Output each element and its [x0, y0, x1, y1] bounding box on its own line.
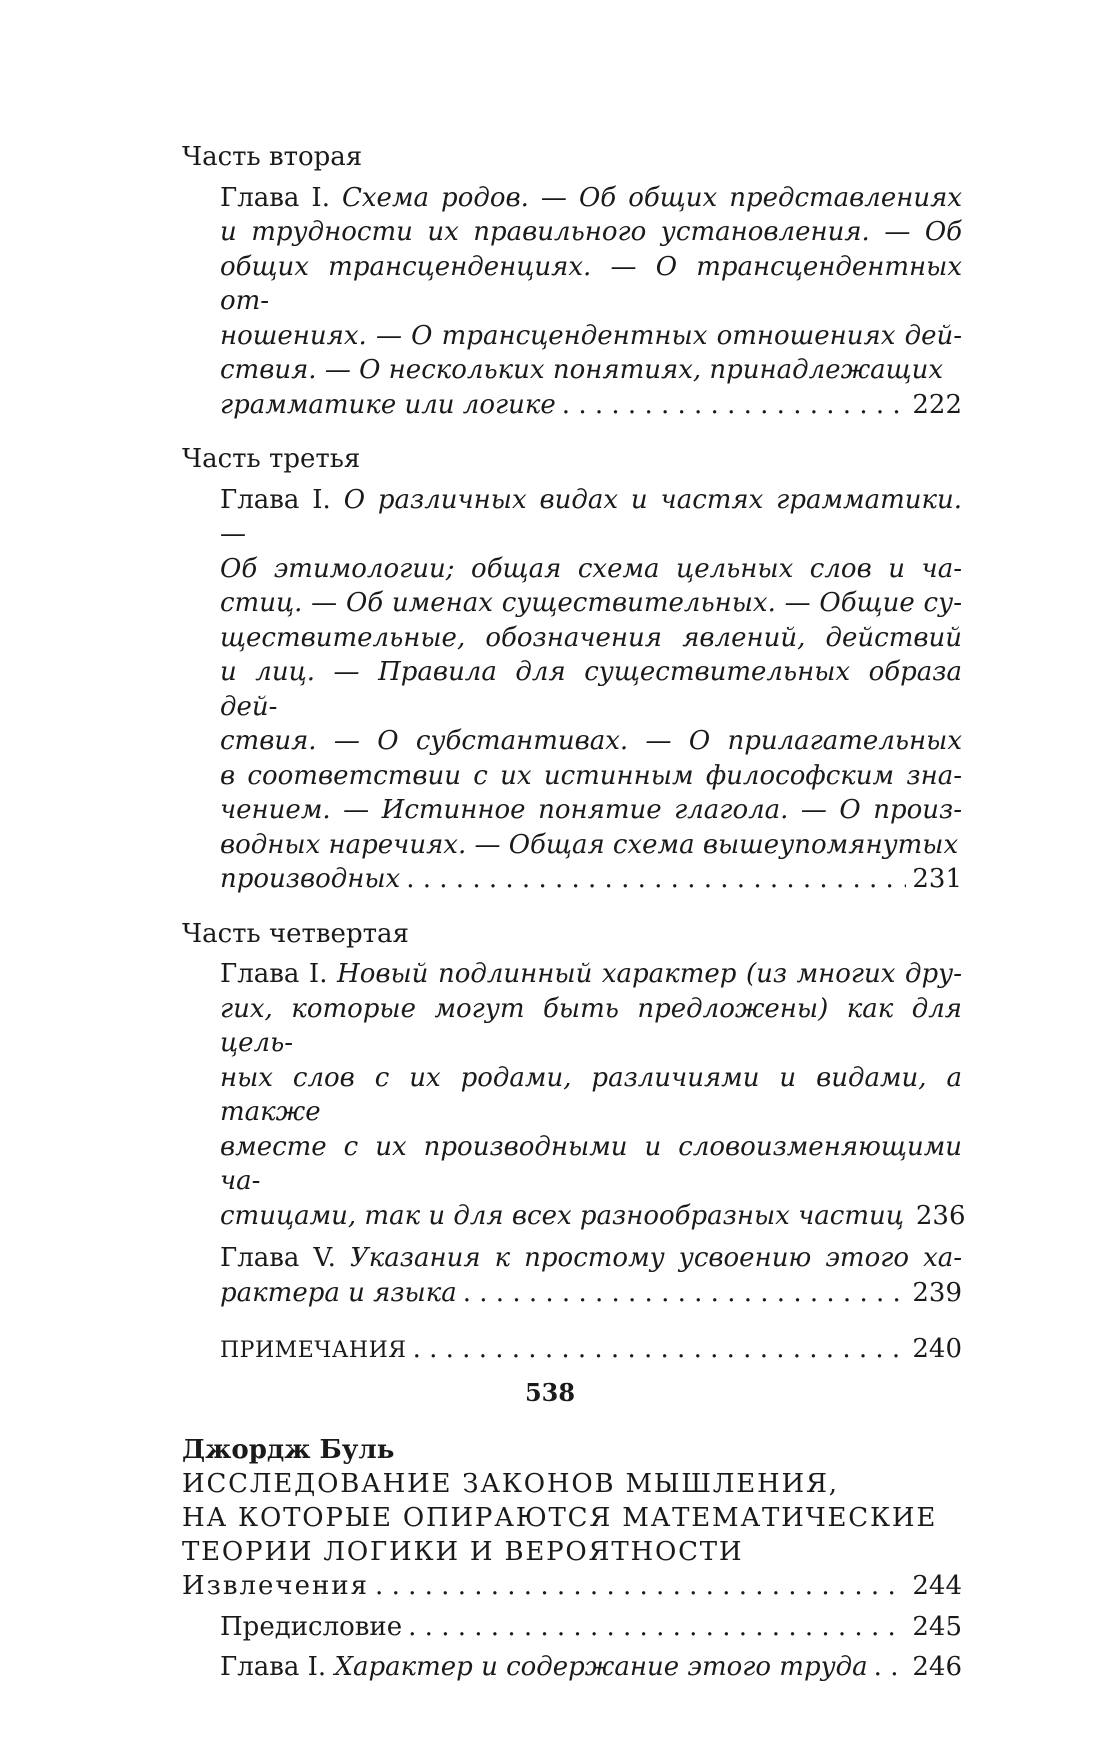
page-ref: 240	[912, 1334, 962, 1364]
toc-line-last	[220, 1199, 966, 1234]
book-title-line: ИССЛЕДОВАНИЕ ЗАКОНОВ МЫШЛЕНИЯ,	[182, 1469, 839, 1499]
toc-line: гих, которые могут быть предложены) как для цель-	[220, 993, 962, 1058]
chapter-label: Глава I.	[220, 182, 330, 213]
chapter-text: Указания к простому усвоению этого ха-	[349, 1243, 963, 1273]
page-ref: 231	[912, 864, 962, 894]
toc-entry	[182, 483, 962, 897]
toc-line-last	[220, 862, 962, 897]
part-section	[182, 442, 962, 897]
toc-line: водных наречиях. — Общая схема вышеупомянутых	[220, 829, 959, 860]
toc-line: и трудности их правильного установления. — Об	[220, 217, 962, 247]
leader-dots	[375, 1569, 906, 1604]
page-ref: 245	[912, 1611, 962, 1642]
leader-dots	[463, 1276, 907, 1311]
chapter-text: производных	[220, 864, 401, 894]
page-number: 538	[524, 1378, 576, 1407]
chapter-label: Глава I.	[220, 484, 331, 515]
chapter-text: О различных видах и частях грамматики. —	[220, 484, 963, 549]
toc-line: и лиц. — Правила для существительных образа дей-	[220, 657, 962, 722]
chapter-entry	[182, 1650, 962, 1685]
leader-dots	[413, 1332, 907, 1367]
page-ref: 236	[915, 1200, 966, 1231]
book-title-line: ТЕОРИИ ЛОГИКИ И ВЕРОЯТНОСТИ	[182, 1537, 744, 1567]
chapter-text: Схема родов. — Об общих представлениях	[342, 182, 962, 213]
toc-line: чением. — Истинное понятие глагола. — О произ-	[220, 795, 962, 825]
preface-entry	[182, 1610, 962, 1645]
page-ref: 222	[912, 389, 962, 420]
page-ref: 246	[912, 1652, 962, 1682]
toc-line	[220, 957, 962, 992]
notes-label: ПРИМЕЧАНИЯ	[220, 1338, 407, 1363]
chapter-text: Характер и содержание этого труда	[334, 1652, 868, 1682]
toc-line: ствия. — О субстантивах. — О прилагательных	[220, 726, 962, 756]
extracts-label: Извлечения	[182, 1571, 370, 1601]
part-title: Часть вторая	[182, 142, 363, 172]
toc-line: ствия. — О нескольких понятиях, принадлежащих	[220, 355, 944, 385]
part-title: Часть четвертая	[182, 918, 409, 949]
table-of-contents	[182, 140, 966, 1685]
part-title: Часть третья	[182, 444, 361, 474]
toc-entry	[182, 1241, 962, 1310]
chapter-label: Глава I.	[220, 959, 328, 989]
page-ref: 239	[912, 1277, 962, 1308]
book-title-line: НА КОТОРЫЕ ОПИРАЮТСЯ МАТЕМАТИЧЕСКИЕ	[182, 1503, 938, 1533]
toc-line: ношениях. — О трансцендентных отношениях дей-	[220, 320, 962, 351]
extracts-entry	[182, 1569, 962, 1604]
preface-label: Предисловие	[220, 1611, 403, 1642]
toc-line: ществительные, обозначения явлений, действий	[220, 622, 962, 653]
toc-line-last	[220, 388, 962, 423]
part-section	[182, 140, 962, 422]
toc-entry	[182, 957, 966, 1233]
chapter-text: грамматике или логике	[220, 389, 556, 420]
leader-dots	[408, 1610, 906, 1645]
toc-line-last	[220, 1276, 962, 1311]
toc-line: ных слов с их родами, различиями и видами, а также	[220, 1062, 962, 1127]
chapter-text: стицами, так и для всех разнообразных частиц	[220, 1200, 904, 1231]
author-name: Джордж Буль	[182, 1434, 395, 1465]
part-section	[182, 917, 966, 1311]
leader-dots	[406, 862, 906, 897]
toc-line: Об этимологии; общая схема цельных слов и ча-	[220, 553, 962, 584]
toc-line	[220, 1241, 962, 1276]
toc-line: вместе с их производными и словоизменяющими ча-	[220, 1131, 962, 1196]
toc-line: общих трансценденциях. — О трансцендентных от-	[220, 251, 962, 316]
toc-line	[220, 483, 962, 552]
chapter-label: Глава V.	[220, 1243, 336, 1273]
toc-line	[220, 181, 962, 216]
leader-dots	[874, 1650, 907, 1685]
toc-entry	[182, 181, 962, 423]
notes-entry	[182, 1332, 962, 1369]
book-title	[182, 1467, 962, 1569]
page-ref: 244	[912, 1571, 962, 1601]
toc-line: стиц. — Об именах существительных. — Общие су-	[220, 588, 962, 618]
chapter-text: Новый подлинный характер (из многих дру-	[337, 959, 963, 989]
leader-dots	[562, 388, 907, 423]
toc-line: в соответствии с их истинным философским зна-	[220, 760, 962, 791]
chapter-label: Глава I.	[220, 1652, 327, 1682]
chapter-text: рактера и языка	[220, 1277, 457, 1308]
